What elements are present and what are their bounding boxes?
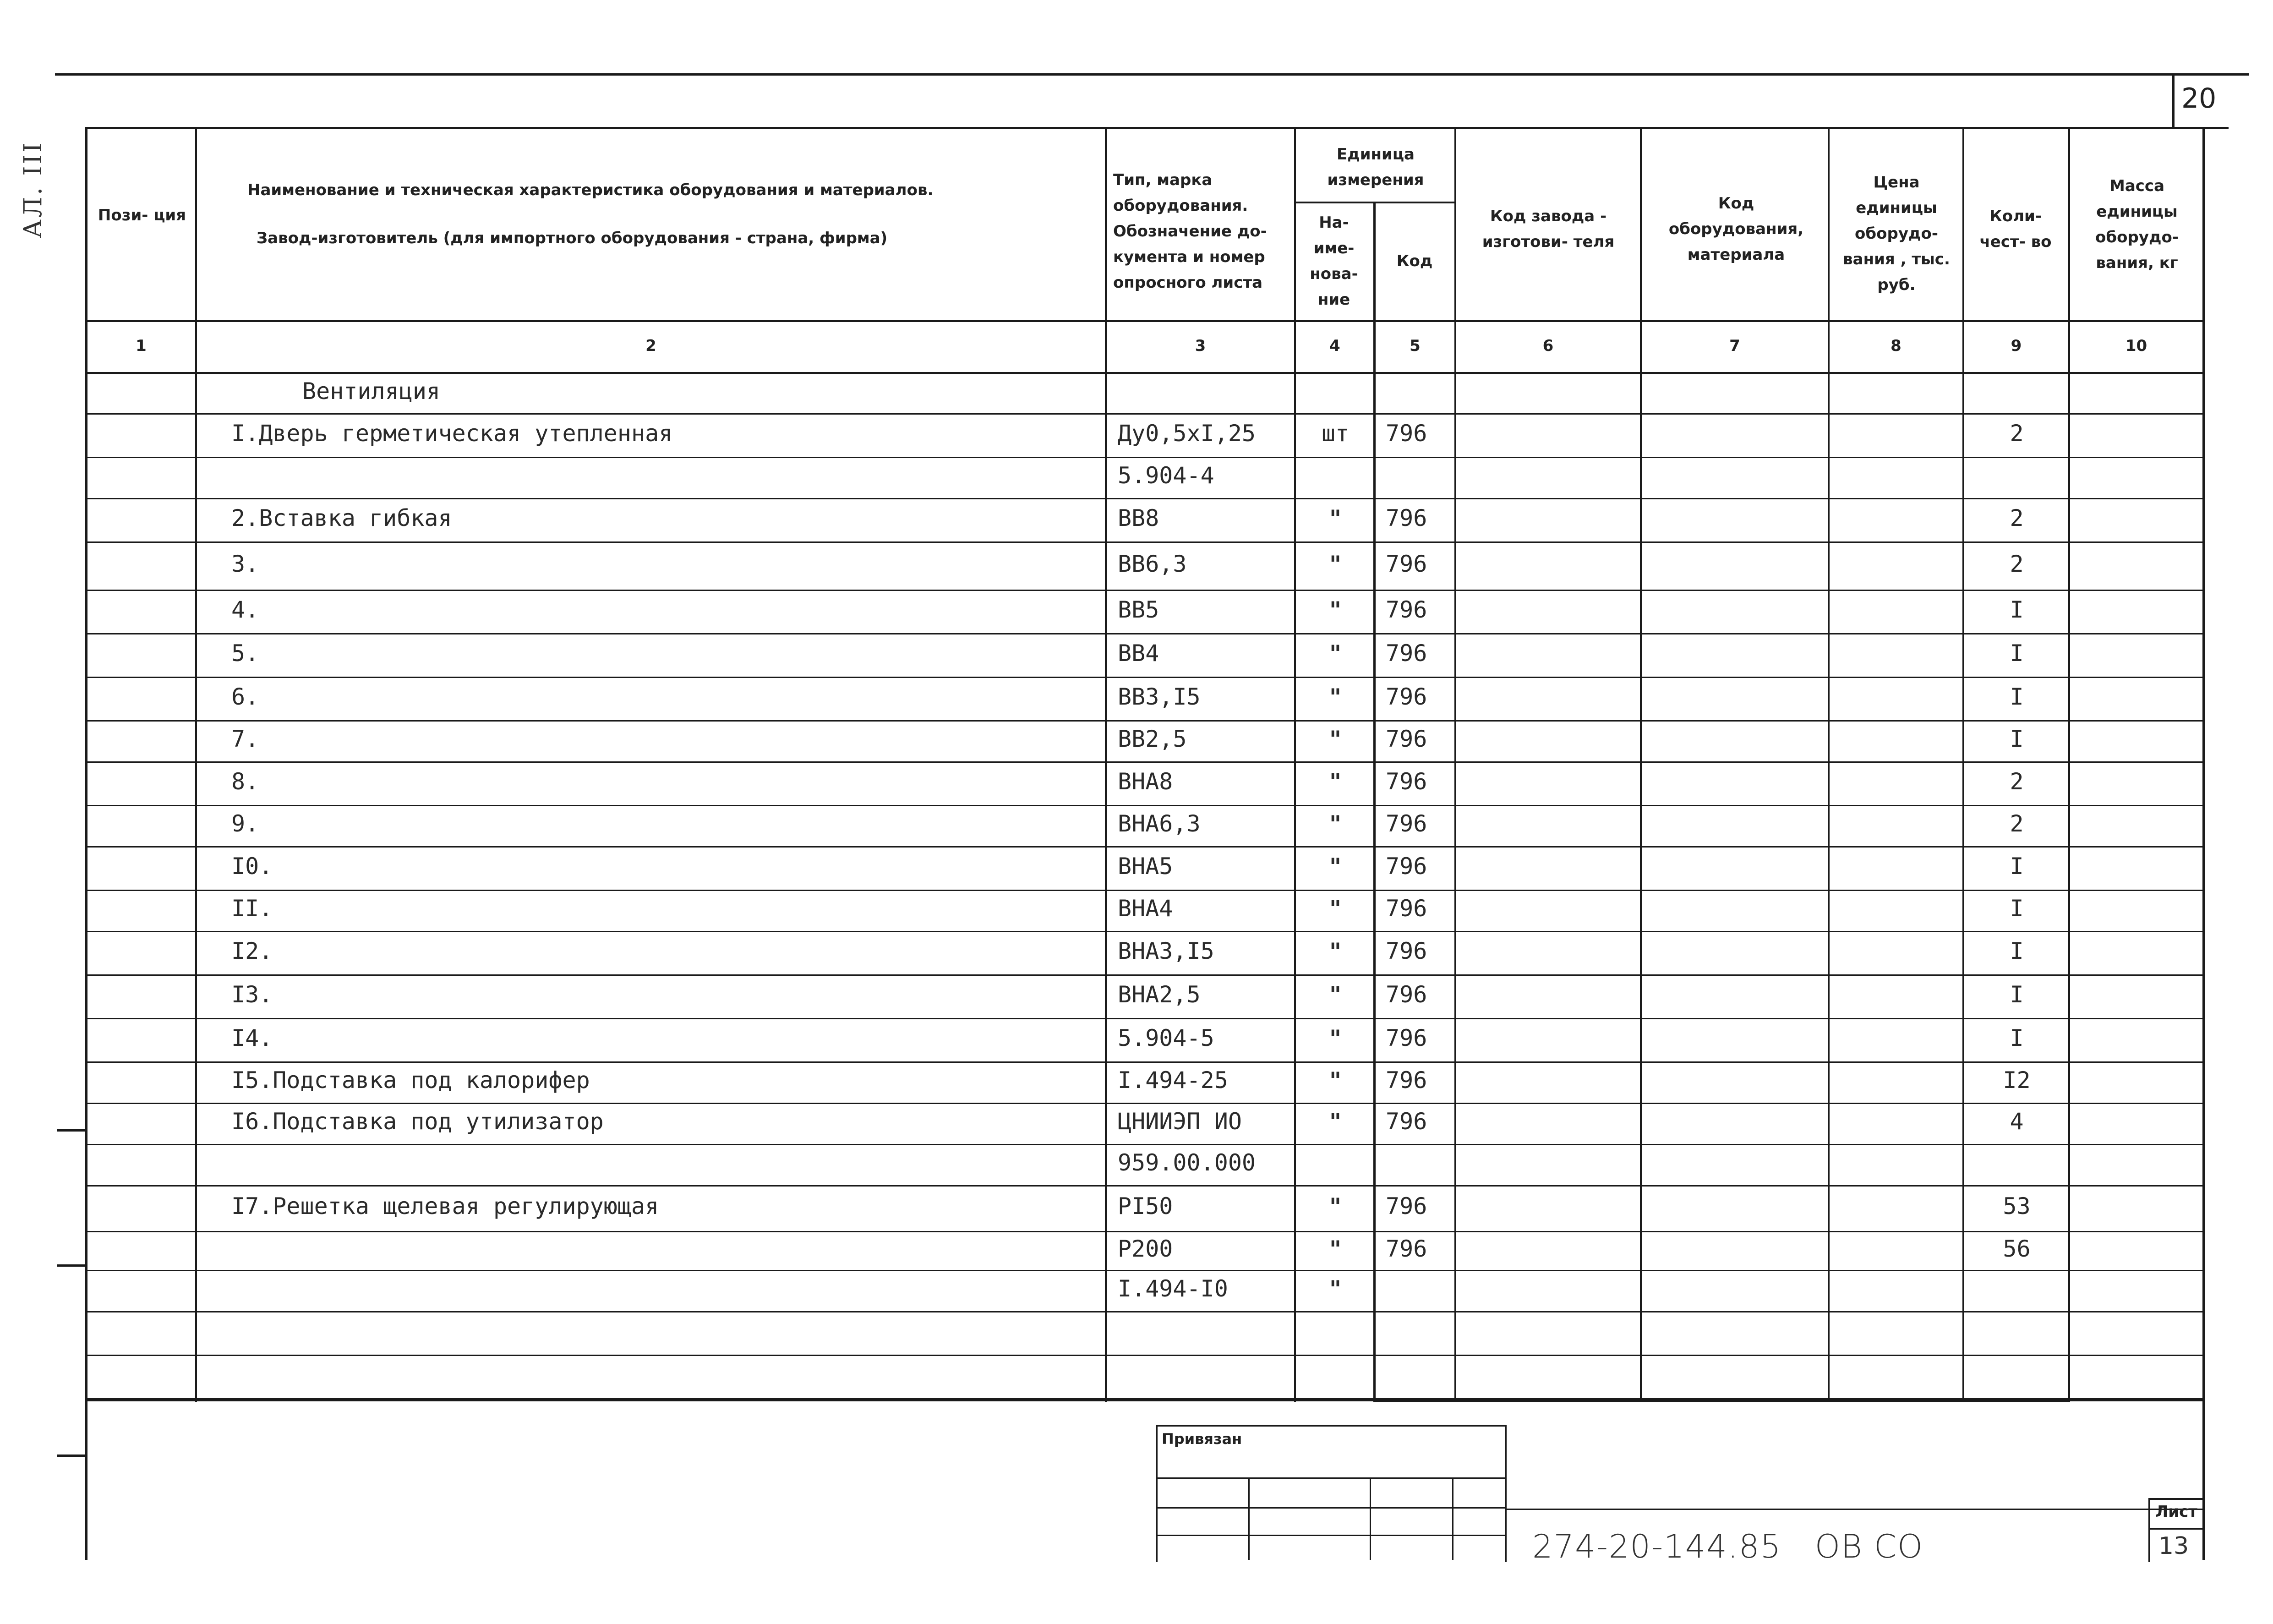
row-qty: I2 (2003, 1067, 2031, 1094)
row-code: 796 (1386, 550, 1427, 577)
row-code: 796 (1386, 596, 1427, 623)
colnum-4: 4 (1329, 337, 1340, 355)
row-type: I.494-25 (1118, 1067, 1228, 1094)
row-code: 796 (1386, 1235, 1427, 1262)
table-row (0, 976, 2273, 1019)
row-name: Вентиляция (302, 378, 441, 405)
stamp-line (1156, 1535, 1506, 1536)
row-unit: " (1329, 768, 1342, 795)
row-unit: " (1329, 1108, 1342, 1135)
row-qty: 4 (2010, 1108, 2024, 1135)
col10-header: Масса единицы оборудо- вания, кг (2095, 176, 2179, 273)
row-unit: " (1329, 895, 1342, 922)
row-qty: I (2010, 726, 2024, 752)
row-unit: " (1329, 1024, 1342, 1052)
row-qty: I (2010, 937, 2024, 964)
document-code: 274-20-144.85 ОВ СО (1532, 1528, 1924, 1565)
row-name: I6.Подставка под утилизатор (231, 1108, 604, 1135)
col1-header: Пози- ция (98, 206, 186, 224)
row-code: 796 (1386, 937, 1427, 964)
sheet-box-line (2148, 1528, 2205, 1530)
row-qty: I (2010, 1024, 2024, 1051)
stamp-line (1156, 1507, 1506, 1509)
row-qty: 2 (2010, 550, 2024, 577)
row-type: ВНА5 (1118, 853, 1173, 880)
stamp-line (1370, 1477, 1371, 1560)
col4-header: На- име- нова- ние (1310, 213, 1358, 309)
row-type: Р200 (1118, 1235, 1173, 1262)
row-unit: " (1329, 981, 1342, 1008)
row-unit: " (1329, 1235, 1342, 1263)
table-row (0, 722, 2273, 763)
row-type: ВНА4 (1118, 895, 1173, 922)
row-type: РI50 (1118, 1193, 1173, 1219)
table-row (0, 1145, 2273, 1187)
colnum-2: 2 (645, 337, 656, 355)
row-type: ВВ6,3 (1118, 550, 1187, 577)
row-type: ВВ8 (1118, 504, 1159, 531)
frame-top-line (85, 127, 2229, 129)
colnum-7: 7 (1729, 337, 1740, 355)
row-code: 796 (1386, 683, 1427, 710)
colnum-5: 5 (1410, 337, 1421, 355)
col5-header: Код (1396, 252, 1433, 270)
sheet-box-line (2148, 1498, 2150, 1562)
row-type: ВВ3,I5 (1118, 683, 1201, 710)
row-qty: 2 (2010, 504, 2024, 531)
row-type: 959.00.000 (1118, 1149, 1256, 1176)
margin-mark (18, 141, 47, 238)
row-code: 796 (1386, 640, 1427, 667)
row-name: 6. (231, 683, 259, 710)
table-row (0, 1019, 2273, 1063)
row-unit: " (1329, 550, 1342, 578)
row-name: 3. (231, 550, 259, 577)
row-name: I7.Решетка щелевая регулирующая (231, 1193, 659, 1219)
table-row (0, 932, 2273, 976)
row-type: ЦНИИЭП ИО (1118, 1108, 1242, 1135)
row-name: I5.Подставка под калорифер (231, 1067, 590, 1094)
row-qty: I (2010, 683, 2024, 710)
row-name: 5. (231, 640, 259, 667)
table-row (0, 1271, 2273, 1312)
table-row (0, 1232, 2273, 1271)
row-type: Ду0,5хI,25 (1118, 420, 1256, 447)
row-name: 4. (231, 596, 259, 623)
row-unit: шт (1321, 420, 1350, 447)
row-name: II. (231, 895, 273, 922)
row-code: 796 (1386, 1108, 1427, 1135)
sheet-top-number: 20 (2181, 82, 2217, 115)
table-row (0, 1187, 2273, 1232)
colnum-6: 6 (1542, 337, 1554, 355)
row-qty: 2 (2010, 420, 2024, 447)
table-row (0, 458, 2273, 499)
row-type: ВНА8 (1118, 768, 1173, 795)
row-type: ВНА6,3 (1118, 810, 1201, 837)
table-row (0, 1063, 2273, 1104)
row-code: 796 (1386, 420, 1427, 447)
stamp-line (1156, 1425, 1158, 1562)
table-row (0, 415, 2273, 458)
stamp-line (1156, 1477, 1506, 1479)
stamp-line (1507, 1509, 2205, 1510)
unit-group-line (1295, 202, 1456, 203)
colnum-10: 10 (2125, 337, 2147, 355)
stamp-line (1505, 1425, 1507, 1562)
row-qty: 53 (2003, 1193, 2031, 1219)
table-row (0, 1104, 2273, 1145)
row-code: 796 (1386, 810, 1427, 837)
row-code: 796 (1386, 895, 1427, 922)
row-unit: " (1329, 504, 1342, 532)
colnum-9: 9 (2011, 337, 2022, 355)
table-row (0, 543, 2273, 591)
row-code: 796 (1386, 768, 1427, 795)
row-unit: " (1329, 683, 1342, 711)
sheet-box-line (2148, 1498, 2205, 1500)
row-code: 796 (1386, 981, 1427, 1008)
row-unit: " (1329, 853, 1342, 880)
table-row (0, 806, 2273, 848)
table-body-bottom (85, 1400, 2205, 1401)
row-qty: 2 (2010, 768, 2024, 795)
sheet-number-box-left (2172, 76, 2175, 128)
margin-mark-text: АЛ. III (18, 141, 47, 238)
row-type: ВВ2,5 (1118, 726, 1187, 752)
row-name: I.Дверь герметическая утепленная (231, 420, 673, 447)
col8-header: Цена единицы оборудо- вания , тыс. руб. (1843, 173, 1950, 295)
stamp-line (1156, 1425, 1506, 1427)
row-qty: I (2010, 895, 2024, 922)
row-code: 796 (1386, 1193, 1427, 1219)
row-type: ВВ5 (1118, 596, 1159, 623)
row-unit: " (1329, 1067, 1342, 1094)
table-row (0, 499, 2273, 543)
row-code: 796 (1386, 853, 1427, 880)
row-qty: I (2010, 640, 2024, 667)
row-name: I3. (231, 981, 273, 1008)
margin-tick (57, 1454, 87, 1457)
row-type: 5.904-4 (1118, 462, 1214, 489)
row-name: 7. (231, 726, 259, 752)
table-row (0, 591, 2273, 634)
row-name: 8. (231, 768, 259, 795)
row-name: I4. (231, 1024, 273, 1051)
table-row (0, 763, 2273, 806)
row-name: 2.Вставка гибкая (231, 504, 452, 531)
row-type: ВВ4 (1118, 640, 1159, 667)
col2-header-line2: Завод-изготовитель (для импортного оборудования - страна, фирма) (257, 229, 888, 247)
row-code: 796 (1386, 726, 1427, 752)
row-type: ВНА2,5 (1118, 981, 1201, 1008)
col7-header: Код оборудования, материала (1668, 194, 1804, 264)
row-qty: I (2010, 853, 2024, 880)
table-row (0, 678, 2273, 722)
row-unit: " (1329, 726, 1342, 753)
stamp-label: Привязан (1162, 1430, 1242, 1448)
col9-header: Коли- чест- во (1979, 207, 2052, 251)
col3-header: Тип, марка оборудования. Обозначение до- кумента и номер опросного листа (1113, 170, 1267, 292)
row-type: 5.904-5 (1118, 1024, 1214, 1051)
row-unit: " (1329, 1193, 1342, 1220)
header-bottom-line (85, 320, 2205, 322)
stamp-line (1248, 1477, 1250, 1560)
row-code: 796 (1386, 1067, 1427, 1094)
row-name: I2. (231, 937, 273, 964)
row-qty: 2 (2010, 810, 2024, 837)
table-row (0, 1312, 2273, 1356)
row-name: 9. (231, 810, 259, 837)
table-row (0, 891, 2273, 932)
stamp-line (1452, 1477, 1453, 1560)
unit-group-header: Единица измерения (1327, 145, 1424, 189)
row-type: ВНА3,I5 (1118, 937, 1214, 964)
row-unit: " (1329, 810, 1342, 837)
row-unit: " (1329, 1275, 1342, 1302)
row-unit: " (1329, 596, 1342, 623)
row-code: 796 (1386, 504, 1427, 531)
colnum-8: 8 (1891, 337, 1901, 355)
table-row (0, 848, 2273, 891)
table-row (0, 374, 2273, 415)
row-unit: " (1329, 937, 1342, 965)
colnum-3: 3 (1195, 337, 1206, 355)
row-type: I.494-I0 (1118, 1275, 1228, 1302)
colnum-1: 1 (136, 337, 147, 355)
col2-header-line1: Наименование и техническая характеристика оборудования и материалов. (247, 180, 934, 199)
sheet-label: Лист (2155, 1503, 2197, 1521)
row-qty: 56 (2003, 1235, 2031, 1262)
row-unit: " (1329, 640, 1342, 667)
top-rule (55, 73, 2249, 76)
row-qty: I (2010, 981, 2024, 1008)
col6-header: Код завода - изготови- теля (1482, 207, 1615, 251)
row-name: I0. (231, 853, 273, 880)
row-code: 796 (1386, 1024, 1427, 1051)
table-row (0, 1356, 2273, 1400)
sheet-number: 13 (2158, 1532, 2189, 1560)
row-qty: I (2010, 596, 2024, 623)
table-row (0, 634, 2273, 678)
